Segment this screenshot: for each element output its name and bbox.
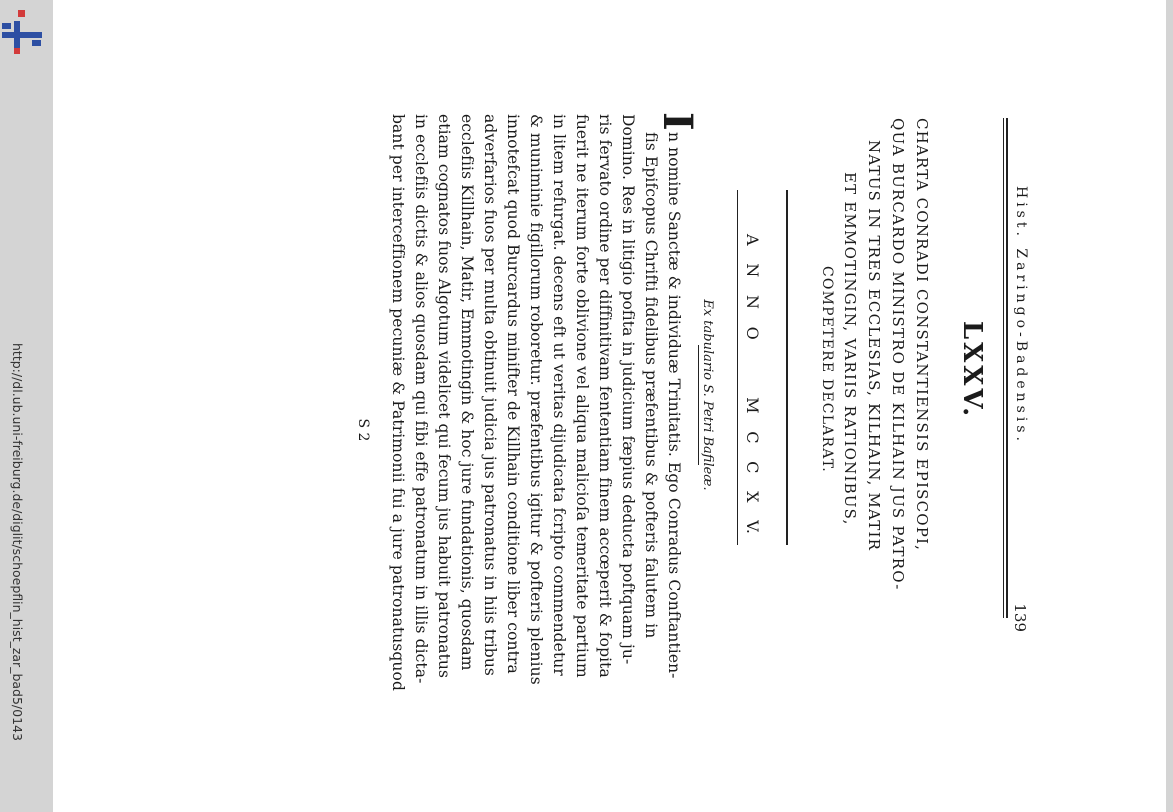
body-line: ris fervato ordine per diffinitivam fententiam finem accœperit & fopita: [596, 114, 614, 678]
year-letter: M: [743, 397, 762, 414]
charter-heading-line: COMPETERE DECLARAT.: [819, 266, 835, 473]
header-rule-thin: [1003, 118, 1004, 618]
scanned-page: [313, 110, 1033, 691]
charter-heading-line: CHARTA CONRADI CONSTANTIENSIS EPISCOPI,: [913, 118, 931, 552]
source-underline: [698, 345, 699, 465]
copyright-notice: [0, 570, 20, 778]
source-note: Ex tabulario S. Petri Bafileæ.: [700, 299, 715, 491]
body-line: in litem refurgat. decens eft ut veritas dijudicata fcripto commendetur: [550, 114, 568, 676]
year-letter: C: [743, 431, 762, 444]
charter-year: [743, 234, 762, 534]
body-line: Domino. Res in litigio pofita in judicium fæpius deducta poftquam ju-: [619, 114, 637, 665]
library-logo-icon[interactable]: [0, 6, 46, 54]
year-letter: O: [743, 326, 762, 340]
year-letter: A: [743, 234, 762, 246]
drop-cap: I: [654, 112, 701, 131]
viewer-edge: [1166, 0, 1173, 812]
library-sidebar: [0, 0, 53, 812]
body-line: innotefcat quod Burcardus minifter de Killhain conditione liber contra: [504, 114, 522, 674]
signature-mark: S 2: [355, 418, 371, 442]
year-letter: X: [743, 491, 762, 503]
year-letter: V.: [743, 520, 762, 534]
header-rule: [1006, 118, 1008, 618]
year-rule-bottom: [737, 190, 738, 545]
body-line: ecclefiis Killhain, Matir, Emmotingin & hoc jure fundationis, quosdam: [458, 114, 476, 671]
year-letter: N: [743, 294, 762, 309]
year-letter: N: [743, 263, 762, 278]
permalink-url[interactable]: http://dl.ub.uni-freiburg.de/diglit/schoepflin_hist_zar_bad5/0143: [10, 343, 25, 741]
running-head: Hist. Zaringo-Badensis.: [1013, 186, 1029, 445]
body-line: adverfarios fuos per multa obtinuit judicia jus patronatus in hiis tribus: [481, 114, 499, 676]
charter-heading-line: QUA BURCARDO MINISTRO DE KILHAIN JUS PATRO-: [889, 118, 907, 591]
body-line: & muniminie figillorum roboretur. præfentibus igitur & pofteris plenius: [527, 114, 545, 685]
charter-heading-line: ET EMMOTINGIN, VARIIS RATIONIBUS,: [841, 172, 859, 526]
page-number: 139: [1011, 603, 1029, 632]
year-letter: C: [743, 461, 762, 474]
body-line: fis Epifcopus Chrifti fidelibus præfentibus & pofteris falutem in: [642, 132, 660, 639]
year-rule-top: [786, 190, 788, 545]
body-line: etiam cognatos fuos Algotum videlicet qui fecum jus habuit patronatus: [435, 114, 453, 679]
body-line: fuerit ne iterum forte oblivione vel aliqua malicioſa temeritate partium: [573, 114, 591, 678]
charter-heading-line: NATUS IN TRES ECCLESIAS, KILHAIN, MATIR: [865, 140, 883, 552]
body-line: n nomine Sanctæ & individuæ Trinitatis. Ego Conradus Conftantien-: [665, 132, 683, 679]
charter-numeral: LXXV.: [957, 320, 987, 420]
body-line: bant per interceffionem pecuniæ & Patrimonii fui a jure patronatusquod: [389, 114, 407, 691]
body-line: in ecclefiis dictis & alios quosdam qui fibi effe patronatum in illis dicta-: [412, 114, 430, 684]
